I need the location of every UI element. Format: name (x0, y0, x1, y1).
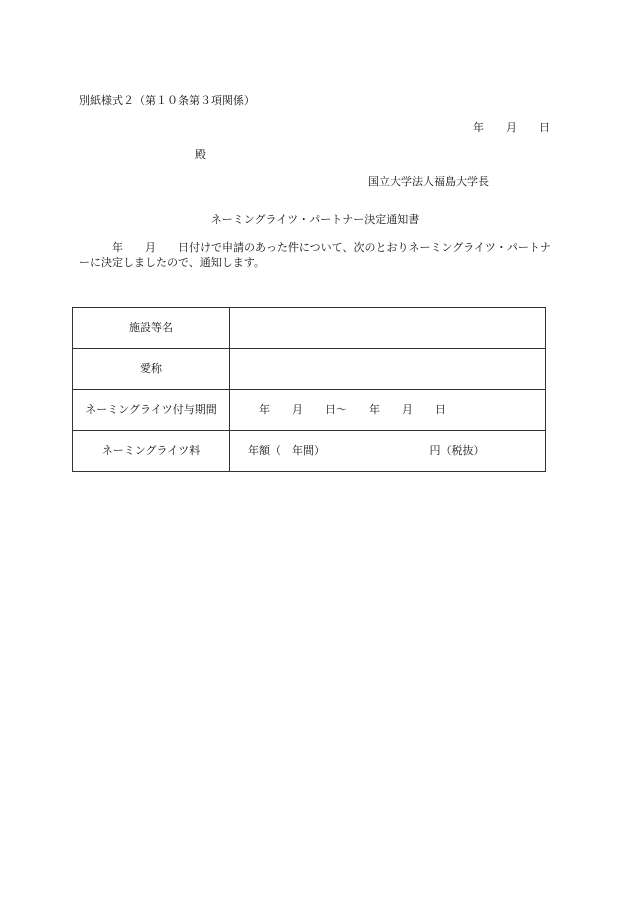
naming-rights-info-table (72, 307, 546, 472)
issuer-name: 国立大学法人福島大学長 (368, 175, 489, 188)
form-number: 別紙様式２（第１０条第３項関係） (79, 94, 255, 107)
facility-name-value (230, 308, 546, 349)
document-title: ネーミングライツ・パートナー決定通知書 (210, 213, 420, 226)
naming-rights-fee-value: 年額（ 年間） 円（税抜） (230, 431, 546, 472)
nickname-value (230, 349, 546, 390)
table-row-facility-name (73, 308, 546, 349)
table-row-nickname (73, 349, 546, 390)
table-row-grant-period (73, 390, 546, 431)
facility-name-label: 施設等名 (73, 308, 230, 349)
naming-rights-fee-label: ネーミングライツ料 (73, 431, 230, 472)
issue-date-line: 年 月 日 (473, 121, 550, 134)
addressee-suffix: 殿 (195, 148, 206, 161)
grant-period-value: 年 月 日～ 年 月 日 (230, 390, 546, 431)
grant-period-label: ネーミングライツ付与期間 (73, 390, 230, 431)
notice-body-text: 年 月 日付けで申請のあった件について、次のとおりネーミングライツ・パートナーに決定しましたので、通知します。 (79, 241, 551, 269)
nickname-label: 愛称 (73, 349, 230, 390)
table-row-naming-rights-fee (73, 431, 546, 472)
